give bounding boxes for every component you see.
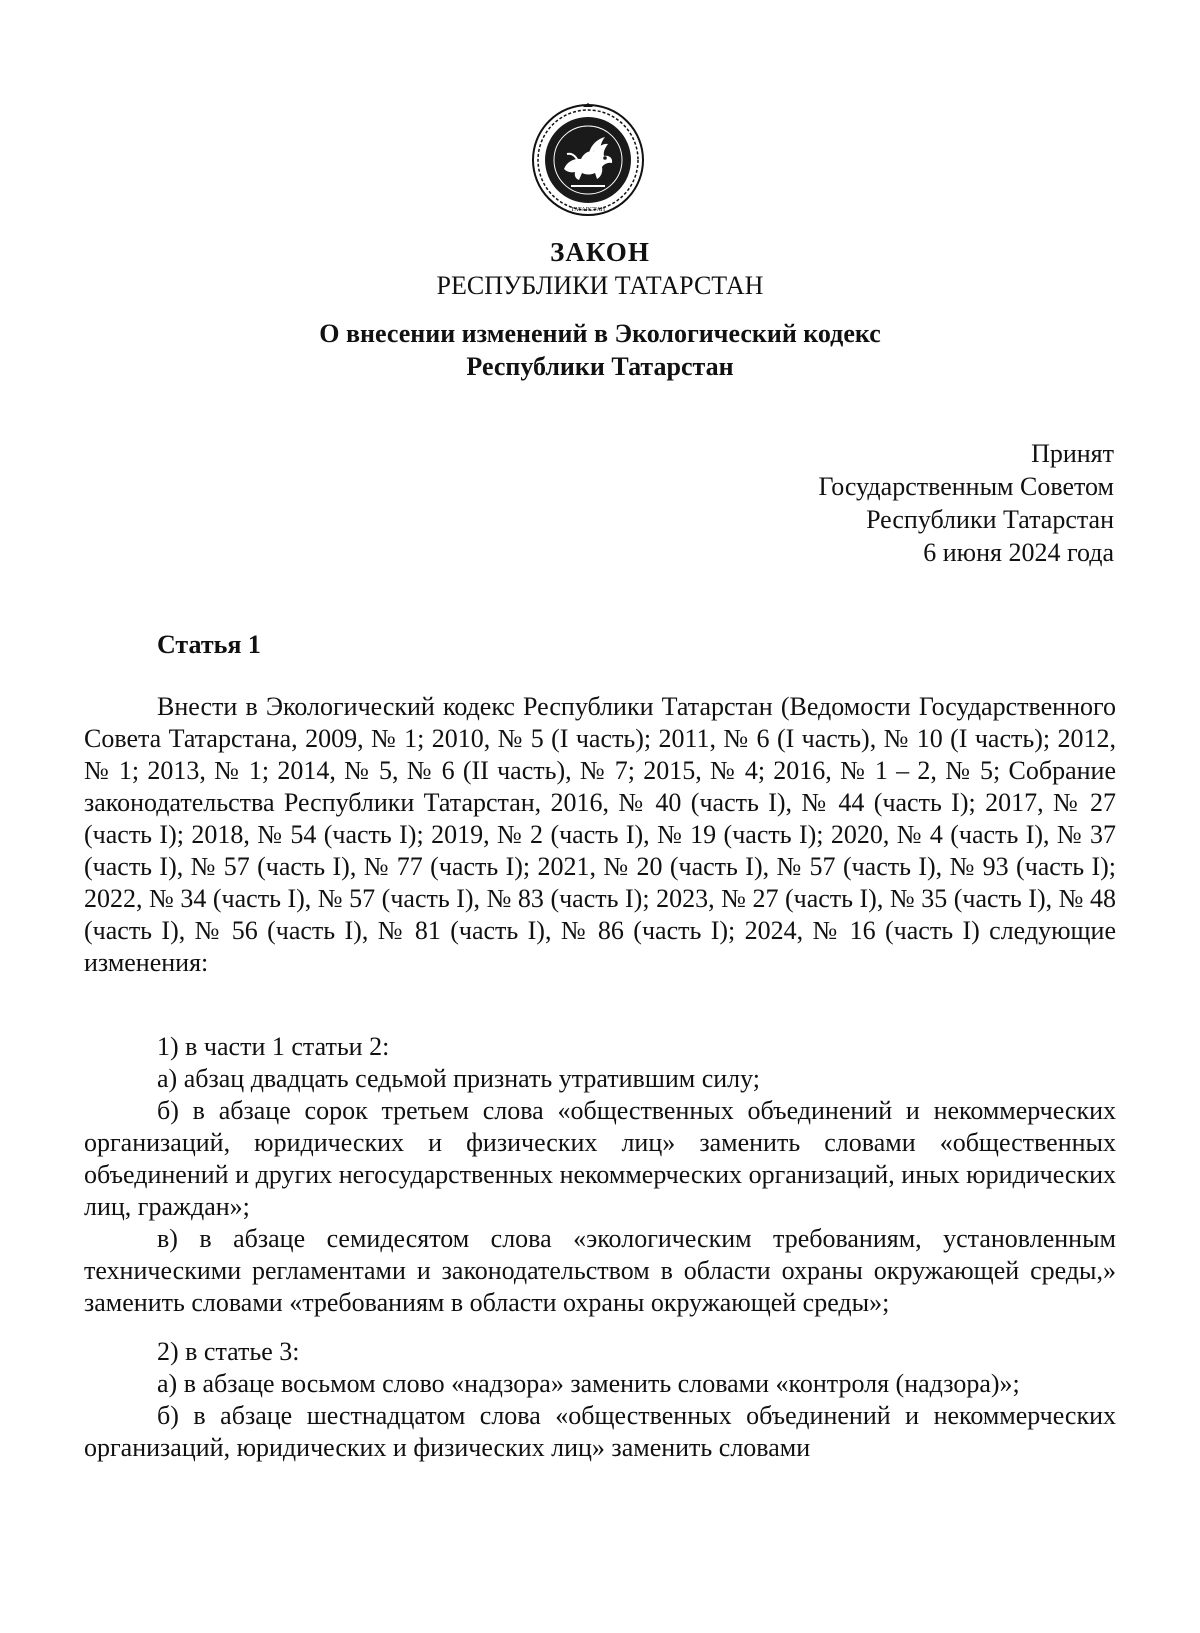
section-2-item-b: б) в абзаце шестнадцатом слова «общественных объединений и некоммерческих организаций, юридических и физических лиц» заменить словами (84, 1401, 1116, 1462)
section-1 (84, 1031, 1116, 1319)
adoption-date: 6 июня 2024 года (923, 538, 1114, 567)
law-subject (260, 317, 940, 383)
section-2 (84, 1336, 1116, 1464)
tatarstan-coat-of-arms-icon (531, 103, 645, 217)
adoption-line3: Республики Татарстан (866, 505, 1114, 534)
article-heading: Статья 1 (157, 630, 261, 659)
emblem-caption: ТАТАРСТАН (570, 207, 606, 213)
adoption-block (614, 437, 1114, 569)
section-1-title: 1) в части 1 статьи 2: (157, 1032, 390, 1061)
adoption-line1: Принят (1031, 439, 1114, 468)
section-1-item-b: б) в абзаце сорок третьем слова «общественных объединений и некоммерческих организаций, юридических и физических лиц» заменить словами «общественных объединений и других негосударственных некоммерческих организаций, иных юридических лиц, граждан»; (84, 1096, 1116, 1221)
section-2-title: 2) в статье 3: (157, 1337, 300, 1366)
adoption-line2: Государственным Советом (818, 472, 1114, 501)
article-intro (84, 691, 1116, 979)
law-subject-line1: О внесении изменений в Экологический кодекс (319, 319, 881, 348)
intro-paragraph: Внести в Экологический кодекс Республики Татарстан (Ведомости Государственного Совета Татарстана, 2009, № 1; 2010, № 5 (I часть); 2011, № 6 (I часть), № 10 (I часть); 2012, № 1; 2013, № 1; 2014, № 5, № 6 (II часть), № 7; 2015, № 4; 2016, № 1 – 2, № 5; Собрание законодательства Республики Татарстан, 2016, № 40 (часть I), № 44 (часть I); 2017, № 27 (часть I); 2018, № 54 (часть I); 2019, № 2 (часть I), № 19 (часть I); 2020, № 4 (часть I), № 37 (часть I), № 57 (часть I), № 77 (часть I); 2021, № 20 (часть I), № 57 (часть I), № 93 (часть I); 2022, № 34 (часть I), № 57 (часть I), № 83 (часть I); 2023, № 27 (часть I), № 35 (часть I), № 48 (часть I), № 56 (часть I), № 81 (часть I), № 86 (часть I); 2024, № 16 (часть I) следующие изменения: (84, 692, 1116, 977)
section-1-item-a: а) абзац двадцать седьмой признать утратившим силу; (157, 1064, 761, 1093)
law-title: ЗАКОН (550, 237, 650, 267)
section-2-item-a: а) в абзаце восьмом слово «надзора» заменить словами «контроля (надзора)»; (157, 1369, 1020, 1398)
law-subject-line2: Республики Татарстан (466, 352, 734, 381)
section-1-item-c: в) в абзаце семидесятом слова «экологическим требованиям, установленным техническими регламентами и законодательством в области охраны окружающей среды,» заменить словами «требованиям в области охраны окружающей среды»; (84, 1224, 1116, 1317)
law-republic: РЕСПУБЛИКИ ТАТАРСТАН (436, 271, 764, 300)
